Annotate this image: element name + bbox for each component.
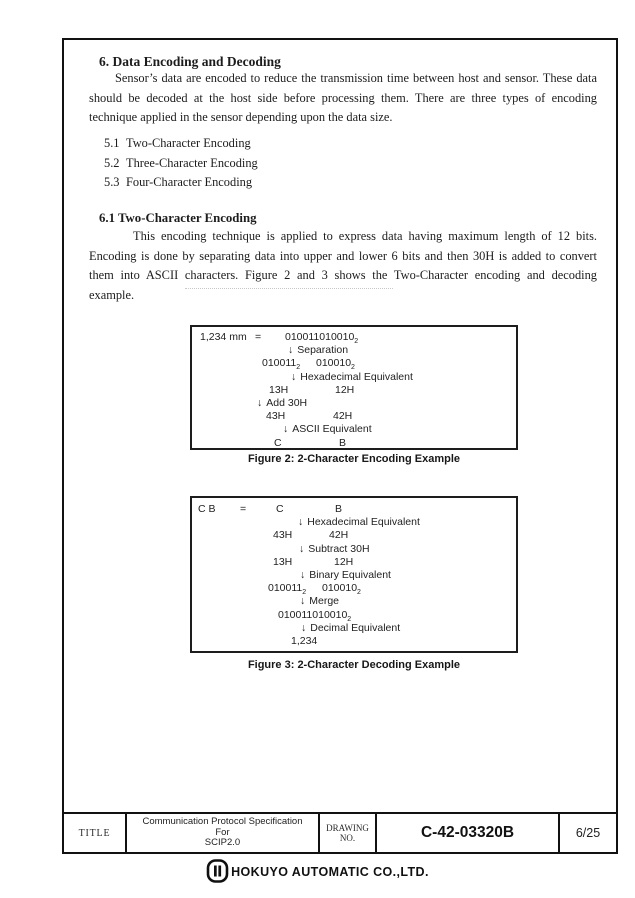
added-lower: 42H — [333, 410, 353, 423]
encoding-type-list — [104, 134, 258, 193]
ascii-char-lower: B — [339, 436, 347, 449]
list-item — [104, 173, 258, 193]
step-label: Merge — [309, 595, 340, 608]
figure-line — [192, 410, 516, 423]
figure-step-line — [192, 543, 516, 556]
figure2-box — [190, 325, 518, 450]
figure-step-line — [192, 569, 516, 582]
title-label-cell — [64, 814, 127, 852]
section-6-1-paragraph: This encoding technique is applied to express data having maximum length of 12 bits. Encoding is done by separating data into upper and lower 6 bits and then 30H is added to convert them into ASCII characters. Figure 2 and 3 shows the Two-Character encoding and decoding example. — [89, 229, 597, 302]
added-upper: 43H — [266, 410, 286, 423]
figure-line — [192, 384, 516, 397]
binary-base-subscript: 2 — [351, 364, 355, 372]
input-value: C B — [198, 503, 216, 515]
down-arrow-icon: ↓ — [300, 595, 306, 608]
figure-step-line — [192, 344, 516, 357]
list-item — [104, 134, 258, 154]
figure-step-line — [192, 371, 516, 384]
step-label: Separation — [297, 344, 349, 357]
down-arrow-icon: ↓ — [301, 621, 307, 634]
list-item-label: Two-Character Encoding — [126, 136, 251, 150]
subtracted-upper: 13H — [273, 555, 293, 568]
drawing-number: C-42-03320B — [420, 824, 515, 841]
step-label: ASCII Equivalent — [292, 423, 372, 436]
page-frame — [62, 38, 618, 854]
down-arrow-icon: ↓ — [288, 344, 294, 357]
figure-step-line — [192, 397, 516, 410]
figure-line — [192, 331, 516, 344]
drawing-number-cell — [377, 814, 560, 852]
drawing-no-label-cell — [320, 814, 377, 852]
ascii-char-lower: B — [335, 503, 343, 515]
drawing-label-line: NO. — [339, 833, 356, 843]
drawing-label-line: DRAWING — [326, 823, 369, 833]
title-label: TITLE — [78, 827, 111, 839]
binary-full: $010011010010_2$ — [285, 331, 359, 346]
figure3-box — [190, 496, 518, 653]
section-6-heading: 6. Data Encoding and Decoding — [99, 54, 281, 69]
binary-base-subscript: 2 — [347, 615, 352, 623]
figure-step-line — [192, 423, 516, 436]
figure-step-line — [192, 595, 516, 608]
figure-line — [192, 635, 516, 648]
figure-line — [192, 357, 516, 370]
down-arrow-icon: ↓ — [283, 423, 289, 436]
list-item — [104, 154, 258, 174]
figure-line — [192, 529, 516, 542]
binary-lower: $010010_2$ — [316, 357, 355, 372]
binary-lower: $010010_2$ — [322, 582, 361, 597]
hokuyo-logo-icon — [206, 858, 229, 884]
title-block — [64, 812, 616, 852]
down-arrow-icon: ↓ — [299, 542, 305, 555]
document-title-cell — [127, 814, 320, 852]
figure-step-line — [192, 516, 516, 529]
equals-sign: = — [240, 503, 247, 515]
figure3-caption: Figure 3: 2-Character Decoding Example — [247, 659, 461, 671]
step-label: Subtract 30H — [308, 542, 370, 555]
binary-base-subscript: 2 — [357, 589, 361, 597]
down-arrow-icon: ↓ — [298, 516, 304, 529]
ascii-char-upper: C — [276, 503, 284, 515]
company-logo — [0, 858, 635, 884]
step-label: Hexadecimal Equivalent — [300, 370, 413, 383]
down-arrow-icon: ↓ — [257, 396, 263, 409]
page-number: 6/25 — [575, 826, 601, 840]
document-title-line: For — [215, 826, 230, 838]
step-label: Add 30H — [266, 396, 308, 409]
binary-upper: $010011_2$ — [262, 357, 301, 372]
hex-upper: 43H — [273, 529, 293, 542]
figure-line — [192, 556, 516, 569]
figure-line — [192, 609, 516, 622]
binary-base-subscript: 2 — [302, 589, 307, 597]
ascii-char-upper: C — [274, 436, 282, 449]
binary-base-subscript: 2 — [354, 338, 359, 346]
figure-step-line — [192, 622, 516, 635]
step-label: Binary Equivalent — [309, 568, 391, 581]
hex-lower: 42H — [329, 529, 349, 542]
page-content — [64, 40, 616, 812]
scan-artifact-line — [185, 288, 393, 289]
list-item-number: 5.1 — [104, 136, 120, 150]
equals-sign: = — [255, 331, 262, 343]
list-item-number: 5.3 — [104, 175, 120, 189]
decimal-result: 1,234 — [291, 634, 318, 647]
hex-lower: 12H — [335, 383, 355, 396]
figure-line — [192, 582, 516, 595]
figure-line — [192, 503, 516, 516]
step-label: Hexadecimal Equivalent — [307, 516, 420, 529]
figure2-caption: Figure 2: 2-Character Encoding Example — [247, 453, 461, 465]
down-arrow-icon: ↓ — [291, 370, 297, 383]
binary-base-subscript: 2 — [296, 364, 301, 372]
down-arrow-icon: ↓ — [300, 568, 306, 581]
input-value: 1,234 mm — [200, 331, 247, 343]
list-item-label: Four-Character Encoding — [126, 175, 253, 189]
company-name: HOKUYO AUTOMATIC CO.,LTD. — [231, 865, 429, 879]
step-label: Decimal Equivalent — [310, 621, 401, 634]
subtracted-lower: 12H — [334, 555, 354, 568]
figure-line — [192, 437, 516, 450]
section-6-1-heading: 6.1 Two-Character Encoding — [99, 211, 257, 225]
list-item-number: 5.2 — [104, 155, 120, 170]
section-6-paragraph: Sensor’s data are encoded to reduce the transmission time between host and sensor. These data should be decoded at the host side before processing them. There are three types of encoding technique applied in the sensor depending upon the data size. — [89, 71, 597, 125]
document-title-line: Communication Protocol Specification — [142, 815, 303, 827]
page-number-cell — [560, 814, 616, 852]
binary-upper: $010011_2$ — [268, 582, 307, 597]
document-title-line: SCIP2.0 — [204, 837, 241, 849]
binary-full: $010011010010_2$ — [278, 608, 352, 623]
list-item-label: Three-Character Encoding — [126, 155, 258, 170]
hex-upper: 13H — [269, 383, 289, 396]
